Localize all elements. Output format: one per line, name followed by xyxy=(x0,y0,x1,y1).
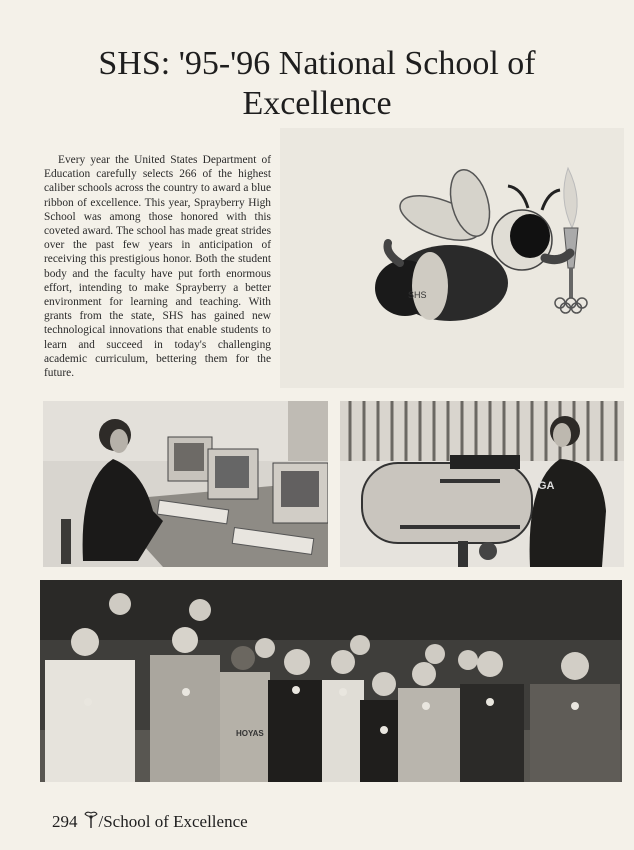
title-line-2: Excellence xyxy=(242,85,392,122)
student-telescope-photo xyxy=(340,401,624,567)
page-footer xyxy=(52,811,248,832)
mascot-illustration xyxy=(280,128,624,388)
students-group-photo xyxy=(40,580,622,782)
mascot-shirt-text: SHS xyxy=(408,290,427,300)
teacher-computers-photo xyxy=(43,401,328,567)
title-line-1: SHS: '95-'96 National School of xyxy=(98,45,536,82)
footer-section-title: /School of Excellence xyxy=(98,812,248,831)
page-number: 294 xyxy=(52,812,78,831)
group-shirt-text: HOYAS xyxy=(236,729,264,738)
telescope-shirt-text: GA xyxy=(538,480,555,492)
article-body: Every year the United States Department of Education carefully selects 266 of the highest caliber schools across the country to award a blue ribbon of excellence. This year, Sprayberry High School was among those honored with this coveted award. The school has made great strides over the past few years in anticipation of receiving this prestigious honor. Both the student body and the faculty have put forth enormous effort, intending to make Sprayberry a better environment for learning and teaching. With grants from the state, SHS has gained new technological innovations that enable students to learn and succeed in today's challenging academic curriculum, bettering them for the future. xyxy=(44,154,271,380)
yellow-jacket-icon xyxy=(84,811,98,829)
page-title xyxy=(0,44,634,124)
